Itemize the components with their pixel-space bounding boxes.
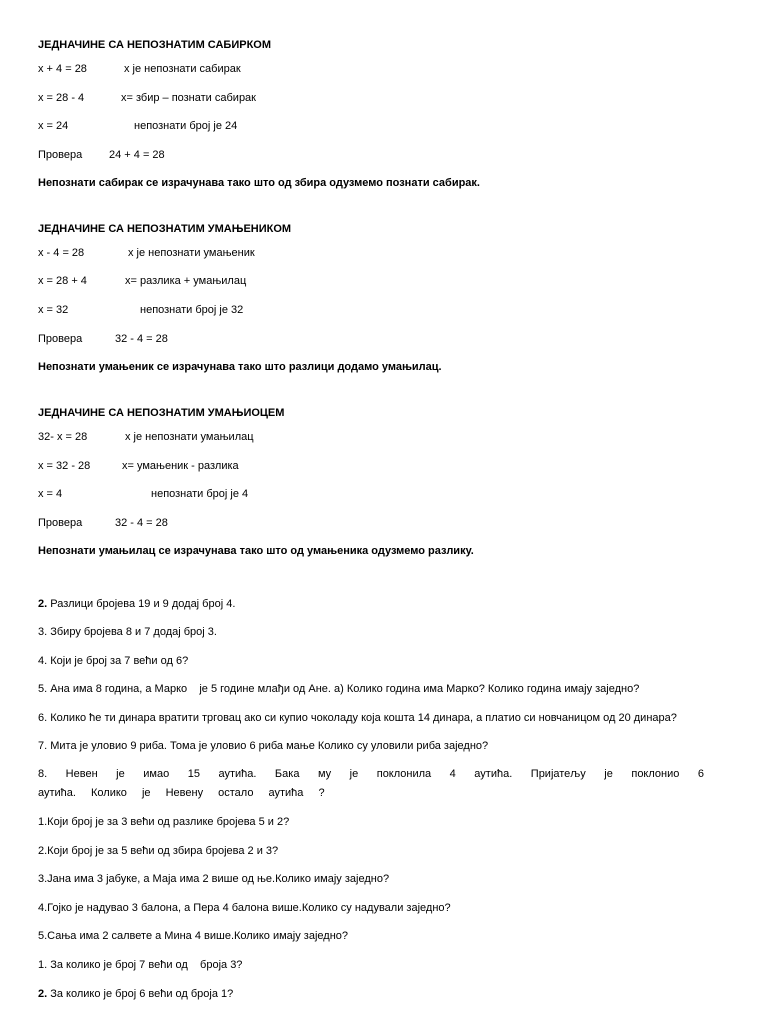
task-item: 1. За колико је број 7 већи од броја 3? bbox=[38, 959, 243, 971]
equation-note: непознати број је 24 bbox=[134, 120, 238, 132]
task-item: 4.Гојко је надувао 3 балона, а Пера 4 балона више.Колико су надували заједно? bbox=[38, 902, 451, 914]
equation: x = 24 bbox=[38, 120, 69, 132]
check-equation: 32 - 4 = 28 bbox=[115, 517, 168, 529]
rule-text: Непознати умањилац се израчунава тако што од умањеника одузмемо разлику. bbox=[38, 545, 474, 557]
check-row bbox=[38, 149, 165, 162]
task-item: 3.Јана има 3 јабуке, а Маја има 2 више од ње.Колико имају заједно? bbox=[38, 873, 390, 885]
equation-row bbox=[38, 304, 244, 317]
equation-row bbox=[38, 92, 256, 105]
task-text: Разлици бројева 19 и 9 додај број 4. bbox=[47, 598, 236, 610]
equation-row bbox=[38, 63, 241, 76]
check-label: Провера bbox=[38, 517, 83, 529]
equation: x = 32 bbox=[38, 304, 69, 316]
equation: x = 28 - 4 bbox=[38, 92, 85, 104]
equation: x = 32 - 28 bbox=[38, 460, 91, 472]
task-item: 7. Мита је уловио 9 риба. Тома је уловио 6 риба мање Колико су уловили риба заједно? bbox=[38, 740, 489, 752]
task-item: 2.Који број је за 5 већи од збира бројева 2 и 3? bbox=[38, 845, 279, 857]
check-equation: 32 - 4 = 28 bbox=[115, 333, 168, 345]
equation: x = 4 bbox=[38, 488, 63, 500]
task-item: 5. Ана има 8 година, а Марко је 5 године млађи од Ане. а) Колико година има Марко? Колико година имају заједно? bbox=[38, 683, 640, 695]
equation: x - 4 = 28 bbox=[38, 247, 85, 259]
task-item: 3. Збиру бројева 8 и 7 додај број 3. bbox=[38, 626, 217, 638]
task-item: 5.Сања има 2 салвете а Мина 4 више.Колико имају заједно? bbox=[38, 930, 349, 942]
task-item: 4. Који је број за 7 већи од 6? bbox=[38, 655, 189, 667]
equation: x = 28 + 4 bbox=[38, 275, 87, 287]
equation-note: x= збир – познати сабирак bbox=[121, 92, 256, 104]
equation-note: непознати број је 32 bbox=[140, 304, 244, 316]
check-equation: 24 + 4 = 28 bbox=[109, 149, 165, 161]
section-heading: ЈЕДНАЧИНЕ СА НЕПОЗНАТИМ САБИРКОМ bbox=[38, 39, 271, 51]
equation: 32- x = 28 bbox=[38, 431, 88, 443]
task-item bbox=[38, 598, 235, 611]
section-heading: ЈЕДНАЧИНЕ СА НЕПОЗНАТИМ УМАЊЕНИКОМ bbox=[38, 223, 292, 235]
check-row bbox=[38, 333, 168, 346]
equation-row bbox=[38, 431, 254, 444]
equation-note: x је непознати сабирак bbox=[124, 63, 241, 75]
check-row bbox=[38, 517, 168, 530]
task-item: 1.Који број је за 3 већи од разлике бројева 5 и 2? bbox=[38, 816, 290, 828]
equation-row bbox=[38, 488, 249, 501]
task-item: 8. Невен је имао 15 аутића. Бака му је поклонила 4 аутића. Пријатељу је поклонио 6 аутића. Колико је Невену остало аутића ? bbox=[38, 768, 704, 799]
task-item: 6. Колико ће ти динара вратити трговац ако си купио чоколаду која кошта 14 динара, а платио си новчаницом од 20 динара? bbox=[38, 712, 677, 724]
equation-note: непознати број је 4 bbox=[151, 488, 249, 500]
task-text: За колико је број 6 већи од броја 1? bbox=[47, 988, 234, 1000]
equation: x + 4 = 28 bbox=[38, 63, 87, 75]
rule-text: Непознати умањеник се израчунава тако што разлици додамо умањилац. bbox=[38, 361, 442, 373]
equation-row bbox=[38, 247, 255, 260]
section-heading: ЈЕДНАЧИНЕ СА НЕПОЗНАТИМ УМАЊИОЦЕМ bbox=[38, 407, 285, 419]
equation-note: x= умањеник - разлика bbox=[122, 460, 239, 472]
equation-row bbox=[38, 120, 238, 133]
task-number: 2. bbox=[38, 988, 48, 1000]
check-label: Провера bbox=[38, 333, 83, 345]
equation-note: x је непознати умањеник bbox=[128, 247, 255, 259]
task-item bbox=[38, 988, 233, 1001]
equation-note: x= разлика + умањилац bbox=[125, 275, 247, 287]
equation-row bbox=[38, 275, 247, 288]
check-label: Провера bbox=[38, 149, 83, 161]
task-number: 2. bbox=[38, 598, 48, 610]
equation-row bbox=[38, 460, 239, 473]
rule-text: Непознати сабирак се израчунава тако што од збира одузмемо познати сабирак. bbox=[38, 177, 480, 189]
equation-note: x је непознати умањилац bbox=[125, 431, 254, 443]
